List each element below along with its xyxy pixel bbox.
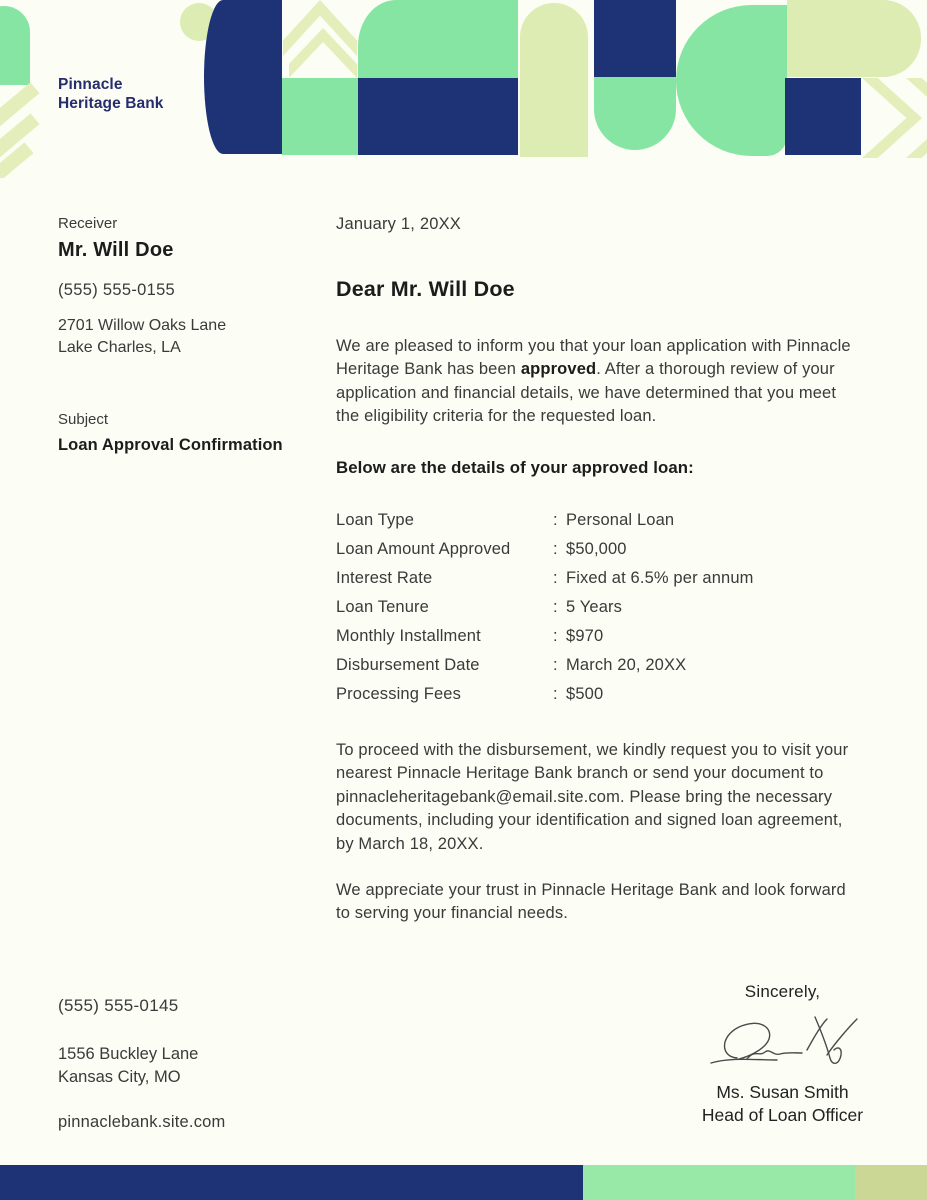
receiver-address-line1: 2701 Willow Oaks Lane (58, 317, 227, 334)
rect-shape-icon (358, 78, 518, 155)
row-label: Loan Type (336, 511, 415, 529)
bar-segment-green (583, 1165, 855, 1200)
table-row (336, 564, 863, 593)
letter-salutation: Dear Mr. Will Doe (336, 277, 515, 301)
capsule-shape-icon (787, 0, 921, 77)
signature-icon (703, 1012, 863, 1074)
footer-address-line1: 1556 Buckley Lane (58, 1045, 199, 1063)
pill-shape-icon (520, 3, 588, 157)
paragraph-disbursement: To proceed with the disbursement, we kindly request you to visit your nearest Pinnacle Heritage Bank branch or send your document to pinnacleheritagebank@email.site.com. Please bring the necessary documents, including your identification and signed loan agreement, by March 18, 20XX. (336, 741, 849, 853)
row-value: $500 (566, 685, 604, 703)
footer-contact-block (58, 996, 338, 1132)
row-value: March 20, 20XX (566, 656, 687, 674)
approved-highlight: approved (520, 360, 597, 379)
footer-address (58, 1043, 338, 1089)
footer-website: pinnaclebank.site.com (58, 1113, 226, 1131)
bar-segment-olive (855, 1165, 927, 1200)
table-row (336, 622, 863, 651)
arch-shape-icon (0, 6, 30, 85)
receiver-phone: (555) 555-0155 (58, 281, 176, 299)
bottom-color-bar (0, 1165, 927, 1200)
receiver-address (58, 315, 308, 359)
row-separator: : (553, 569, 558, 587)
u-shape-icon (594, 77, 676, 150)
bank-logo-line2: Heritage Bank (58, 95, 164, 112)
row-separator: : (553, 685, 558, 703)
square-shape-icon (594, 0, 676, 77)
receiver-address-line2: Lake Charles, LA (58, 339, 181, 356)
subject-label: Subject (58, 411, 109, 428)
letter-date: January 1, 20XX (336, 215, 461, 233)
receiver-block (58, 215, 308, 359)
closing-title: Head of Loan Officer (701, 1105, 864, 1125)
bar-segment-navy (0, 1165, 583, 1200)
row-label: Processing Fees (336, 685, 461, 703)
table-row (336, 535, 863, 564)
half-ellipse-shape-icon (204, 0, 282, 154)
paragraph-intro-pre: We are pleased to inform you that your loan application with Pinnacle Heritage Bank has been (336, 337, 851, 379)
row-label: Loan Amount Approved (336, 540, 511, 558)
receiver-name: Mr. Will Doe (58, 239, 174, 261)
blob-shape-icon (676, 5, 787, 156)
paragraph-intro (336, 335, 863, 429)
chevron-right-icon (862, 78, 922, 158)
row-label: Monthly Installment (336, 627, 481, 645)
row-label: Disbursement Date (336, 656, 480, 674)
square-shape-icon (282, 78, 358, 155)
loan-details-table (336, 506, 863, 709)
signature-block (655, 982, 910, 1126)
row-separator: : (553, 598, 558, 616)
subject-block (58, 411, 338, 455)
row-value: Personal Loan (566, 511, 675, 529)
row-value: 5 Years (566, 598, 623, 616)
row-value: $970 (566, 627, 604, 645)
row-label: Interest Rate (336, 569, 433, 587)
row-separator: : (553, 656, 558, 674)
table-row (336, 651, 863, 680)
loan-details-heading: Below are the details of your approved loan: (336, 458, 694, 477)
rounded-rect-shape-icon (358, 0, 518, 78)
receiver-label: Receiver (58, 215, 118, 232)
closing-salutation: Sincerely, (744, 982, 821, 1001)
paragraph-thanks: We appreciate your trust in Pinnacle Heritage Bank and look forward to serving your financial needs. (336, 881, 846, 923)
chevron-up-icon (283, 0, 357, 56)
row-value: Fixed at 6.5% per annum (566, 569, 754, 587)
row-separator: : (553, 511, 558, 529)
closing-name: Ms. Susan Smith (716, 1082, 849, 1102)
row-separator: : (553, 627, 558, 645)
row-separator: : (553, 540, 558, 558)
row-label: Loan Tenure (336, 598, 429, 616)
table-row (336, 593, 863, 622)
table-row (336, 680, 863, 709)
footer-phone: (555) 555-0145 (58, 996, 179, 1015)
row-value: $50,000 (566, 540, 627, 558)
subject-value: Loan Approval Confirmation (58, 436, 283, 454)
paragraph-intro-post: . After a thorough review of your application and financial details, we have determined that you meet the eligibility criteria for the requested loan. (336, 360, 837, 426)
square-shape-icon (785, 78, 861, 155)
bank-logo (58, 75, 164, 113)
bank-logo-line1: Pinnacle (58, 76, 123, 93)
footer-address-line2: Kansas City, MO (58, 1068, 181, 1086)
table-row (336, 506, 863, 535)
